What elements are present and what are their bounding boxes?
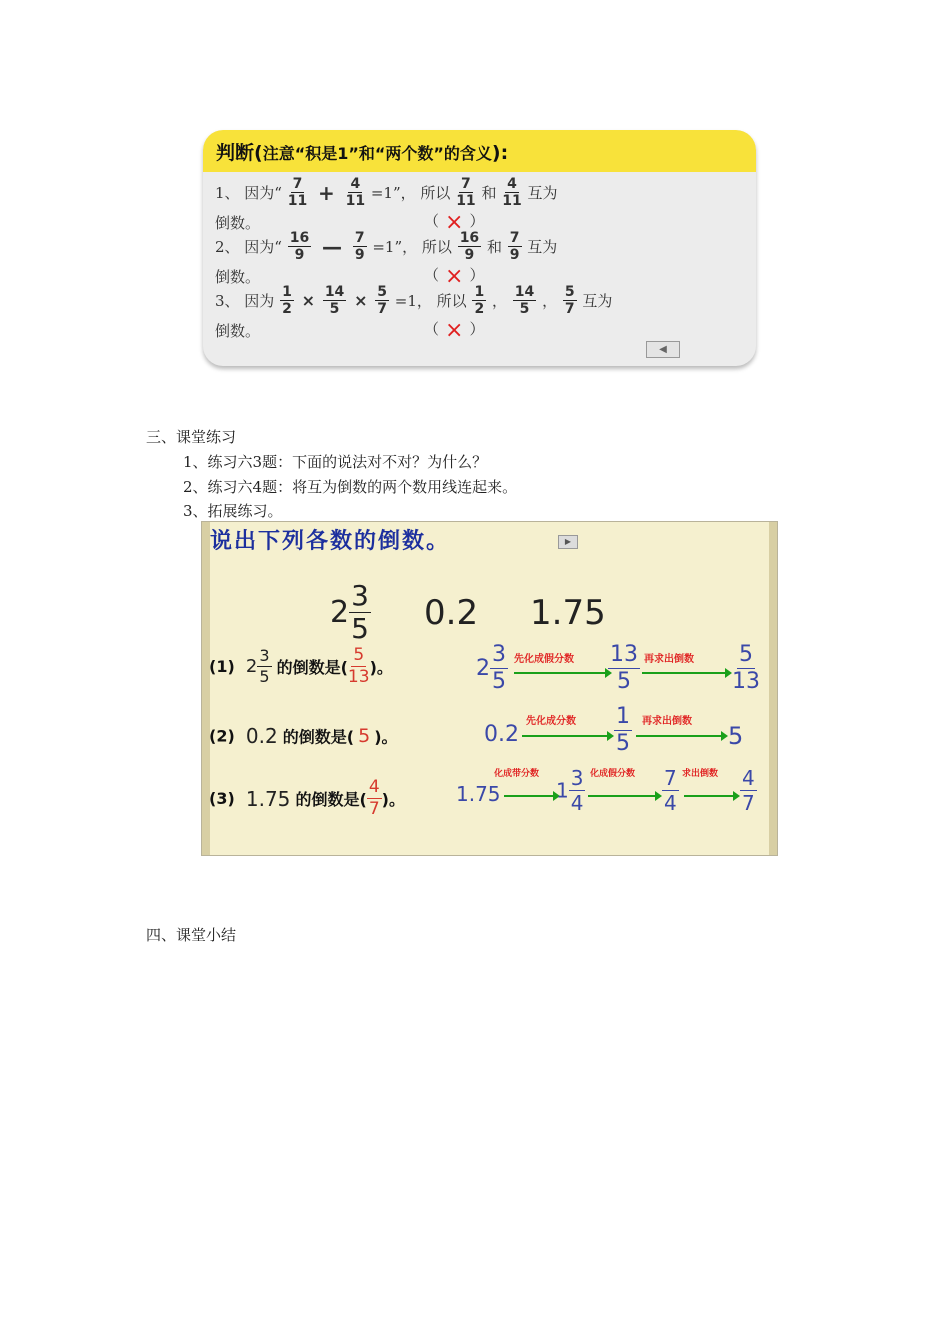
slide-title: [216, 138, 508, 165]
row-text: 的倒数是(: [276, 658, 348, 677]
item-and: 和: [486, 238, 502, 256]
fraction: [662, 768, 679, 813]
plus-sign: +: [318, 180, 335, 205]
numerator: 1: [474, 284, 485, 300]
arrow-icon: [642, 672, 726, 674]
judgement-item-3: [215, 285, 612, 319]
reciprocal-row-3: [209, 779, 405, 818]
numerator: 14: [324, 284, 345, 300]
denominator: 7: [377, 301, 388, 317]
numerator: 7: [509, 230, 520, 246]
section-heading-3: 三、课堂练习: [146, 428, 237, 446]
row-number: (3): [209, 789, 235, 808]
denominator: 7: [742, 791, 755, 815]
conversion-start: 0.2: [484, 722, 519, 747]
title-end: ):: [491, 142, 509, 164]
numerator: 5: [353, 645, 365, 665]
answer-parens: [424, 209, 485, 235]
denominator: 5: [617, 669, 631, 694]
fraction: [569, 768, 586, 813]
step-label: 求出倒数: [682, 769, 719, 779]
fraction: [472, 285, 486, 316]
step-label: 再求出倒数: [644, 654, 694, 665]
conversion-mid: [608, 644, 640, 693]
decimal-number: 0.2: [424, 593, 479, 633]
conversion-mid-2: [662, 768, 679, 813]
conversion-start: [476, 644, 508, 693]
answer-fraction: [367, 779, 382, 818]
numerator: 4: [368, 777, 380, 797]
denominator: 11: [345, 193, 366, 209]
answer-value: 5: [358, 725, 371, 747]
wrong-mark-icon: ×: [445, 209, 464, 235]
reciprocal-row-2: [209, 724, 398, 748]
judgement-slide: [203, 130, 756, 366]
slide-right-border: [769, 522, 777, 855]
paren-close: ）: [469, 320, 485, 338]
step-label: 先化成假分数: [514, 654, 574, 665]
row-number: (2): [209, 726, 235, 746]
paren-close: ）: [469, 212, 485, 230]
denominator: 9: [354, 247, 365, 263]
times-sign: ×: [301, 291, 316, 310]
whole-part: 2: [330, 595, 350, 630]
denominator: 2: [282, 301, 292, 317]
numerator: 7: [664, 766, 677, 790]
conversion-start: 1.75: [456, 782, 501, 806]
exercise-3: 3、拓展练习。: [183, 502, 283, 520]
step-label: 化成带分数: [494, 769, 540, 779]
numerator: 1: [282, 284, 292, 300]
title-main: 判断(: [216, 142, 263, 164]
minus-sign: —: [322, 234, 343, 259]
conversion-mid-1: [556, 768, 585, 813]
numerator: 16: [459, 230, 480, 246]
paren-open: （: [424, 320, 440, 338]
denominator: 13: [732, 669, 760, 694]
row-close: )。: [374, 727, 398, 747]
fraction: [353, 231, 367, 262]
back-button[interactable]: ◀: [646, 341, 680, 358]
reciprocal-slide: [201, 521, 778, 856]
item-suffix: 互为: [582, 292, 613, 310]
judgement-item-2: [215, 231, 557, 265]
numerator: 3: [351, 579, 369, 612]
item-equation: =1”， 所以: [372, 238, 452, 256]
conversion-mid: [614, 706, 632, 755]
denominator: 13: [347, 667, 370, 687]
denominator: 5: [259, 667, 270, 686]
denominator: 9: [294, 247, 305, 263]
fraction: [323, 285, 346, 316]
fraction: [508, 231, 522, 262]
numerator: 13: [610, 642, 638, 667]
reciprocal-row-1: [209, 647, 393, 686]
item-line2: 倒数。: [215, 322, 261, 340]
paren-close: ）: [469, 266, 485, 284]
denominator: 5: [351, 612, 369, 645]
numerator: 3: [492, 642, 506, 667]
numerator: 5: [564, 284, 575, 300]
slide-title: 说出下列各数的倒数。: [210, 529, 451, 554]
answer-parens: [424, 317, 485, 343]
numerator: 4: [742, 766, 755, 790]
denominator: 2: [474, 301, 485, 317]
item-separator: ，: [492, 292, 508, 310]
row-close: )。: [381, 790, 405, 809]
fraction: [490, 644, 508, 693]
numerator: 5: [739, 642, 753, 667]
whole-part: 2: [476, 656, 490, 681]
item-prefix: 1、 因为“: [215, 184, 282, 202]
exercise-1: 1、练习六3题：下面的说法对不对？为什么？: [183, 453, 488, 471]
arrow-icon: [504, 795, 554, 797]
fraction: [349, 579, 371, 645]
wrong-mark-icon: ×: [445, 317, 464, 343]
fraction: [456, 177, 475, 208]
numerator: 7: [292, 176, 303, 192]
item-suffix: 互为: [527, 238, 558, 256]
numerator: 14: [514, 284, 535, 300]
wrong-mark-icon: ×: [445, 263, 464, 289]
item-equation: =1”， 所以: [370, 184, 451, 202]
fraction: [563, 285, 577, 316]
row-number: (1): [209, 657, 235, 676]
step-label: 再求出倒数: [642, 716, 692, 727]
numerator: 16: [289, 230, 310, 246]
row-value: 1.75: [245, 786, 291, 811]
fraction: [608, 644, 640, 693]
arrow-icon: [514, 672, 606, 674]
denominator: 7: [368, 799, 380, 819]
item-line2: 倒数。: [215, 268, 261, 286]
title-note: 注意“积是1”和“两个数”的含义: [262, 144, 492, 163]
denominator: 11: [456, 193, 476, 209]
arrow-icon: [636, 735, 722, 737]
fraction: [257, 648, 271, 685]
answer-fraction: [348, 647, 370, 686]
step-label: 先化成分数: [526, 716, 576, 727]
item-separator: ，: [542, 292, 558, 310]
arrow-icon: [588, 795, 656, 797]
fraction: [513, 285, 536, 316]
denominator: 5: [329, 301, 340, 317]
conversion-end: 5: [728, 722, 744, 750]
denominator: 4: [664, 791, 677, 815]
item-line2: 倒数。: [215, 214, 261, 232]
numerator: 1: [616, 704, 630, 729]
numerator: 5: [377, 284, 388, 300]
exercise-2: 2、练习六4题：将互为倒数的两个数用线连起来。: [183, 478, 518, 496]
numerator: 7: [354, 230, 365, 246]
denominator: 11: [502, 193, 522, 209]
times-sign: ×: [354, 291, 368, 310]
item-and: 和: [481, 184, 497, 202]
denominator: 5: [519, 301, 530, 317]
fraction: [458, 231, 481, 262]
arrow-icon: [522, 735, 608, 737]
whole-part: 1: [556, 778, 569, 803]
row-close: )。: [369, 658, 393, 677]
conversion-end: [732, 644, 760, 693]
play-icon[interactable]: ▶: [558, 535, 578, 549]
paren-open: （: [424, 212, 440, 230]
denominator: 5: [616, 731, 630, 756]
numerator: 3: [259, 646, 270, 665]
fraction: [346, 177, 365, 208]
item-prefix: 2、 因为“: [215, 238, 282, 256]
denominator: 9: [464, 247, 475, 263]
fraction: [502, 177, 521, 208]
item-prefix: 3、 因为: [215, 292, 275, 310]
judgement-item-1: [215, 177, 558, 211]
conversion-end: [740, 768, 757, 813]
step-label: 化成假分数: [590, 769, 636, 779]
fraction: [740, 768, 757, 813]
decimal-number: 1.75: [530, 593, 606, 633]
denominator: 5: [492, 669, 506, 694]
section-heading-4: 四、课堂小结: [146, 926, 237, 944]
numerator: 4: [507, 176, 517, 192]
mixed-number: [330, 579, 371, 645]
numerator: 4: [350, 176, 361, 192]
row-text: 的倒数是(: [282, 727, 355, 747]
answer-parens: [424, 263, 485, 289]
item-suffix: 互为: [527, 184, 558, 202]
fraction: [288, 231, 311, 262]
fraction: [280, 285, 294, 316]
arrow-icon: [684, 795, 734, 797]
denominator: 11: [287, 193, 308, 209]
fraction: [375, 285, 389, 316]
fraction: [732, 644, 760, 693]
row-value: 0.2: [245, 724, 278, 748]
whole-part: 2: [245, 656, 258, 677]
fraction: [614, 706, 632, 755]
paren-open: （: [424, 266, 440, 284]
numerator: 3: [570, 766, 584, 790]
row-text: 的倒数是(: [295, 790, 367, 809]
denominator: 7: [564, 301, 575, 317]
fraction: [288, 177, 307, 208]
item-equation: =1， 所以: [394, 292, 467, 310]
denominator: 9: [509, 247, 520, 263]
numerator: 7: [461, 176, 471, 192]
denominator: 4: [570, 791, 584, 815]
